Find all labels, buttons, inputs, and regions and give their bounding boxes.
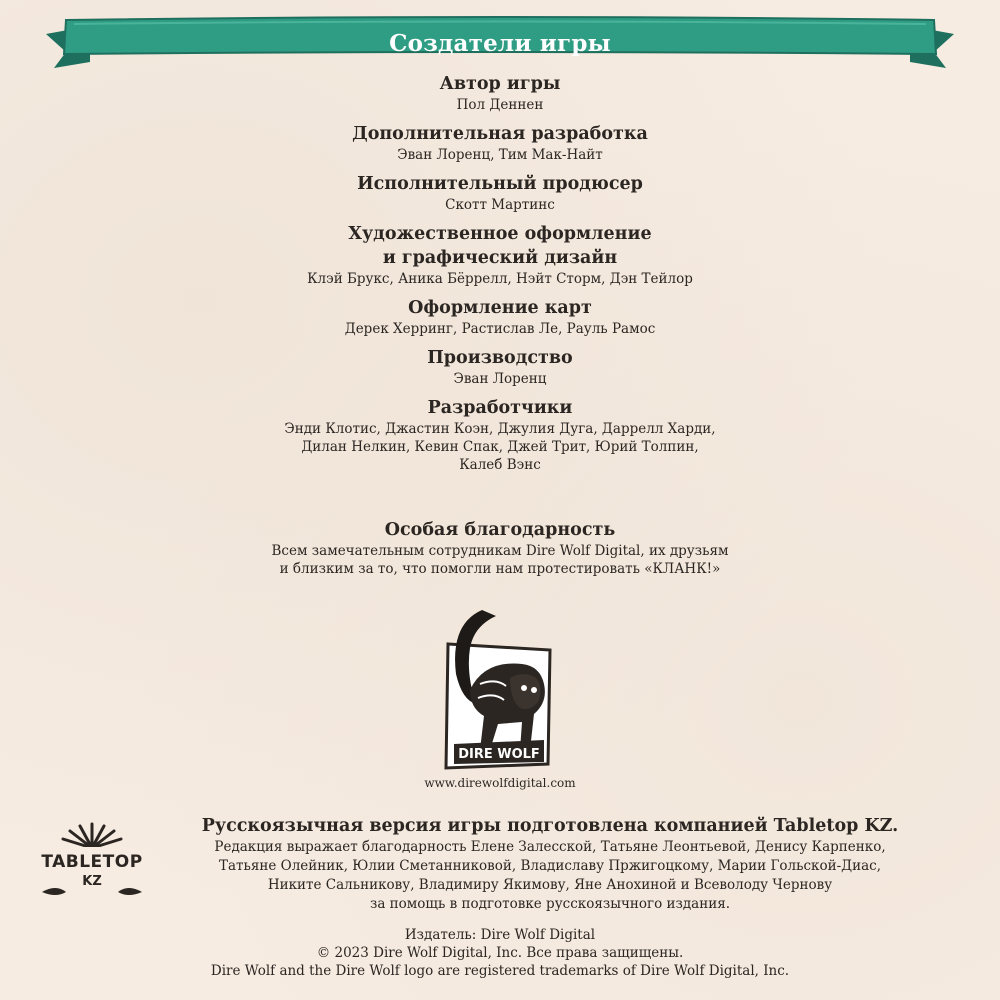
credit-names: Клэй Брукс, Аника Бёррелл, Нэйт Сторм, Дэн Тейлор: [307, 271, 693, 287]
special-thanks: [0, 518, 1000, 578]
credit-names: Дилан Нелкин, Кевин Спак, Джей Трит, Юрий Толпин,: [301, 439, 699, 455]
credit-names: Энди Клотис, Джастин Коэн, Джулия Дуга, Даррелл Харди,: [284, 421, 716, 437]
credit-names: Калеб Вэнс: [459, 457, 541, 473]
thanks-line: Всем замечательным сотрудникам Dire Wolf Digital, их друзьям: [271, 543, 729, 559]
dire-wolf-logo-text: DIRE WOLF: [458, 747, 540, 762]
dire-wolf-url[interactable]: www.direwolfdigital.com: [424, 776, 576, 790]
credit-role: Автор игры: [439, 74, 561, 94]
credit-names: Скотт Мартинс: [445, 197, 555, 213]
dire-wolf-logo: [440, 604, 558, 776]
credit-section: [0, 346, 1000, 388]
publisher-line: Издатель: Dire Wolf Digital: [404, 927, 596, 943]
credit-names: Эван Лоренц: [453, 371, 547, 387]
credit-section: [0, 122, 1000, 164]
credit-section: [0, 296, 1000, 338]
russian-version-credits: [200, 814, 900, 914]
trademark-line: Dire Wolf and the Dire Wolf logo are registered trademarks of Dire Wolf Digital, Inc.: [210, 963, 790, 979]
russian-version-line: за помощь в подготовке русскоязычного издания.: [369, 896, 731, 912]
tabletop-kz-logo: [36, 818, 148, 900]
credit-role: и графический дизайн: [382, 248, 618, 268]
credit-section: [0, 222, 1000, 288]
wolf-icon: [440, 604, 558, 776]
credit-names: Эван Лоренц, Тим Мак-Найт: [397, 147, 603, 163]
credit-names: Пол Деннен: [456, 97, 544, 113]
credits-list: [0, 72, 1000, 482]
credit-role: Производство: [427, 348, 573, 368]
credit-section: [0, 72, 1000, 114]
thanks-title: Особая благодарность: [384, 520, 616, 540]
thanks-line: и близким за то, что помогли нам протестировать «КЛАНК!»: [279, 561, 721, 577]
title-banner: [44, 12, 956, 72]
credit-role: Художественное оформление: [348, 224, 652, 244]
tabletop-logo-text: TABLETOP: [41, 852, 143, 872]
credit-names: Дерек Херринг, Растислав Ле, Рауль Рамос: [344, 321, 656, 337]
credit-section: [0, 396, 1000, 474]
legal-footer: [0, 926, 1000, 980]
credit-role: Дополнительная разработка: [352, 124, 648, 144]
credit-role: Исполнительный продюсер: [357, 174, 643, 194]
tabletop-logo-kz: KZ: [82, 874, 102, 889]
credit-role: Разработчики: [427, 398, 573, 418]
credit-section: [0, 172, 1000, 214]
credit-role: Оформление карт: [408, 298, 592, 318]
copyright-line: © 2023 Dire Wolf Digital, Inc. Все права защищены.: [316, 945, 684, 961]
russian-version-line: Никите Сальникову, Владимиру Якимову, Яне Анохиной и Всеволоду Чернову: [267, 877, 833, 893]
page-title: Создатели игры: [389, 30, 611, 57]
russian-version-line: Редакция выражает благодарность Елене Залесской, Татьяне Леонтьевой, Денису Карпенко,: [214, 839, 886, 855]
russian-version-title: Русскоязычная версия игры подготовлена компанией Tabletop KZ.: [201, 816, 899, 836]
russian-version-line: Татьяне Олейник, Юлии Сметанниковой, Владиславу Пржигоцкому, Марии Гольской-Диас,: [218, 858, 882, 874]
